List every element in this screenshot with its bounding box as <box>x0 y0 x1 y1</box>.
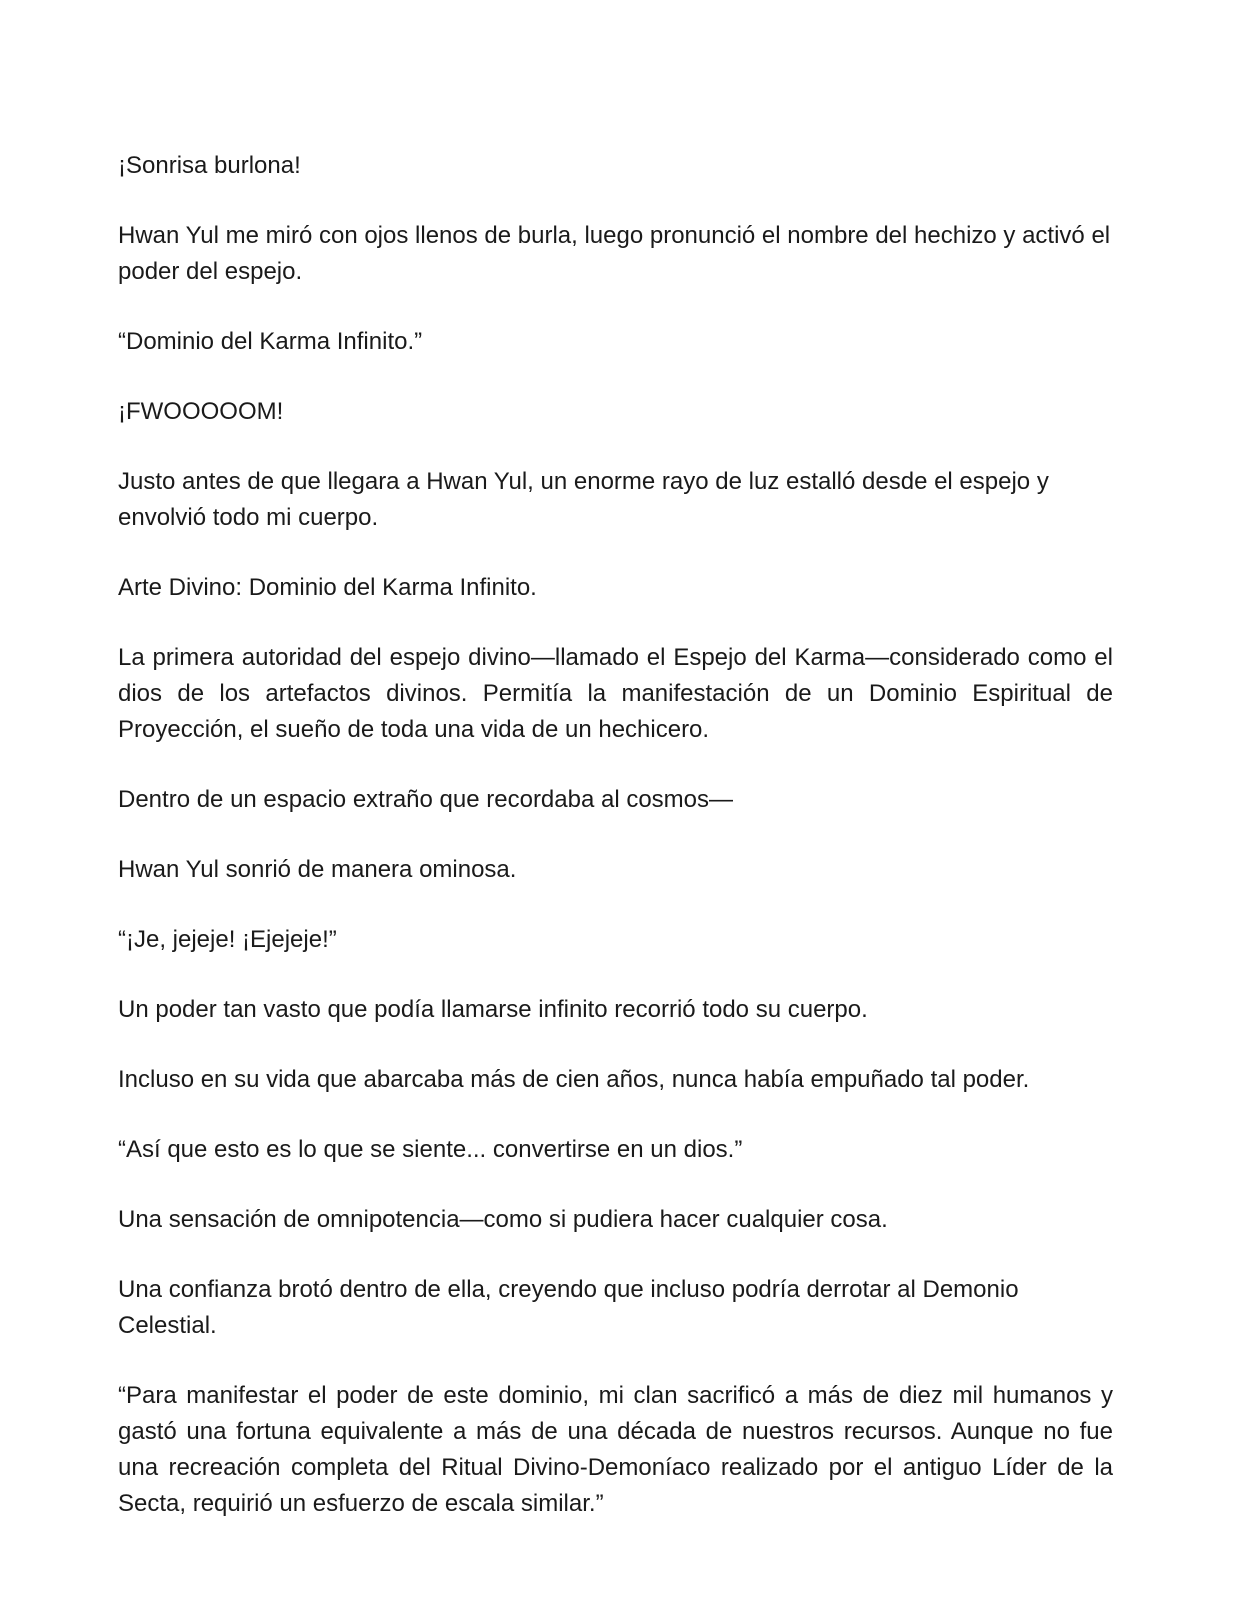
paragraph: Justo antes de que llegara a Hwan Yul, un enorme rayo de luz estalló desde el espejo y envolvió todo mi cuerpo. <box>118 468 1049 531</box>
paragraph: “Para manifestar el poder de este dominio, mi clan sacrificó a más de diez mil humanos y gastó una fortuna equivalente a más de una década de nuestros recursos. Aunque no fue una recreación completa del Ritual Divino-Demoníaco realizado por el antiguo Líder de la Secta, requirió un esfuerzo de escala similar.” <box>118 1382 1113 1517</box>
paragraph: ¡FWOOOOOM! <box>118 398 284 425</box>
paragraph: “Dominio del Karma Infinito.” <box>118 328 423 355</box>
paragraph: Hwan Yul sonrió de manera ominosa. <box>118 856 517 883</box>
paragraph: “¡Je, jejeje! ¡Ejejeje!” <box>118 926 337 953</box>
paragraph: Dentro de un espacio extraño que recordaba al cosmos— <box>118 786 734 813</box>
paragraph: Arte Divino: Dominio del Karma Infinito. <box>118 574 537 601</box>
paragraph: Una sensación de omnipotencia—como si pudiera hacer cualquier cosa. <box>118 1206 888 1233</box>
paragraph: “Así que esto es lo que se siente... convertirse en un dios.” <box>118 1136 743 1163</box>
paragraph: Hwan Yul me miró con ojos llenos de burla, luego pronunció el nombre del hechizo y activó el poder del espejo. <box>118 222 1111 285</box>
paragraph: Un poder tan vasto que podía llamarse infinito recorrió todo su cuerpo. <box>118 996 868 1023</box>
paragraph: Incluso en su vida que abarcaba más de cien años, nunca había empuñado tal poder. <box>118 1066 1030 1093</box>
paragraph: Una confianza brotó dentro de ella, creyendo que incluso podría derrotar al Demonio Celestial. <box>118 1276 1019 1339</box>
paragraph: La primera autoridad del espejo divino—llamado el Espejo del Karma—considerado como el dios de los artefactos divinos. Permitía la manifestación de un Dominio Espiritual de Proyección, el sueño de toda una vida de un hechicero. <box>118 644 1113 743</box>
paragraph: ¡Sonrisa burlona! <box>118 152 301 179</box>
